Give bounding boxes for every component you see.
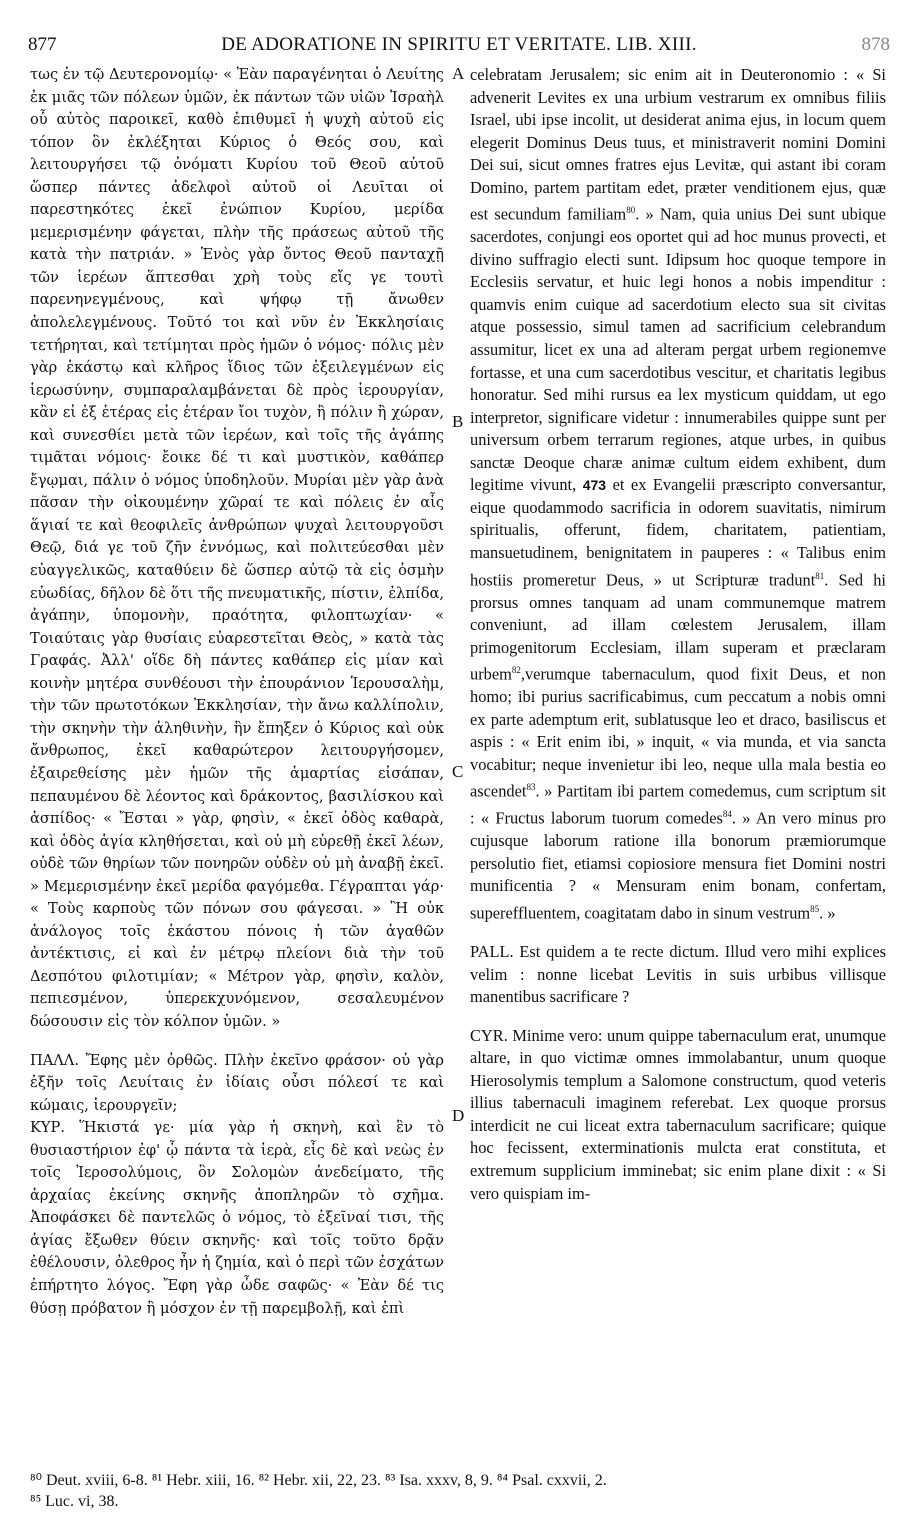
latin-text: . » Partitam ibi partem comedemus, cum scriptum sit : « Fructus laborum tuorum comedes xyxy=(470,781,886,828)
latin-text: et ex Evangelii præscripto conversantur, eique quodammodo sacrificia in odorem suavitatis, nimirum spiritualis, offerunt, fidem, charitatem, patientiam, mansuetudinem, benignitatem in pauperes : « Talibus enim hostiis promeretur Deus, » ut Scripturæ tradunt xyxy=(470,475,886,589)
footnote-line-2: ⁸⁵ Luc. vi, 38. xyxy=(30,1493,119,1510)
greek-paragraph-1: τως ἐν τῷ Δευτερονομίῳ· « Ἐὰν παραγένηται ὁ Λευίτης ἐκ μιᾶς τῶν πόλεων ὑμῶν, ἐκ πάντων τῶν υἱῶν Ἰσραὴλ οὗ αὐτὸς παροικεῖ, καθὸ ἐπιθυμεῖ ἡ ψυχὴ αὐτοῦ εἰς τόπον ὃν ἐκλέξηται Κύριος ὁ Θεός σου, καὶ λειτουργήσει τῷ ὀνόματι Κυρίου τοῦ Θεοῦ αὐτοῦ ὥσπερ πάντες ἀδελφοὶ αὐτοῦ οἱ Λευῖται οἱ παρεστηκότες ἐκεῖ ἐνώπιον Κυρίου, μερίδα μεμερισμένην φάγεται, πλὴν τῆς πράσεως αὐτοῦ τῆς κατὰ τὴν πατριάν. » Ἑνὸς γὰρ ὄντος Θεοῦ πανταχῇ τῶν ἱερέων ἅπτεσθαι χρὴ τοὺς εἴς γε τουτὶ παρενηνεγμένους, καὶ ψήφῳ τῇ ἄνωθεν ἀπολελεγμένους. Τοῦτό τοι καὶ νῦν ἐν Ἐκκλησίαις τετήρηται, καὶ τετίμηται πρὸς ἡμῶν ὁ νόμος· πόλις μὲν γὰρ ἑκάστῳ καὶ κλῆρος ἴδιος τῶν ἐξειλεγμένων εἰς ἱερωσύνην, συμπαραλαμβάνεται δὲ πρὸς ἱερουργίαν, κἂν εἰ ἐξ ἑτέρας εἰς ἑτέραν ἴοι τυχὸν, ἢ πόλιν ἢ χώραν, καὶ συνεσθίει μετὰ τῶν ἱερέων, καὶ τοῖς τῆς ἀγάπης τιμᾶται νόμοις· ἔοικε δέ τι καὶ μυστικὸν, καθάπερ ἔγῳμαι, πάλιν ὁ νόμος ὑποδηλοῦν. Μυρίαι μὲν γὰρ ἀνὰ πᾶσαν τὴν οἰκουμένην χῶραί τε καὶ πόλεις ἐν αἷς ἅγιαί τε καὶ θεοφιλεῖς ἀνθρώπων ψυχαὶ λειτουργοῦσι Θεῷ, διά γε τοῦ ζῆν ἐννόμως, καὶ πολιτεύεσθαι μὲν εὐαγγελικῶς, καταθύειν δὲ ὥσπερ αὐτῷ τὰ εἰς ὀσμὴν εὐωδίας, δῆλον δὲ ὅτι τῆς πνευματικῆς, πίστιν, ἐλπίδα, ἀγάπην, ὑπομονὴν, πραότητα, φιλοπτωχίαν· « Τοιαύταις γὰρ θυσίαις εὐαρεστεῖται Θεὸς, » κατὰ τὰς Γραφάς. Ἀλλ' οἵδε δὴ πάντες καθάπερ εἰς μίαν καὶ κοινὴν μητέρα συνθέουσι τὴν ἐπουράνιον Ἱερουσαλὴμ, τὴν τῶν πρωτοτόκων Ἐκκλησίαν, τὴν ἄνω καλλίπολιν, τὴν σκηνὴν τὴν ἀληθινὴν, ἣν ἔπηξεν ὁ Κύριος καὶ οὐκ ἄνθρωπος, ἐκεῖ καθαρώτερον λειτουργήσομεν, ἐξαιρεθείσης μὲν ἡμῶν τῆς ἁμαρτίας εἰσάπαν, πεπαυμένου δὲ λέοντος καὶ δράκοντος, βασιλίσκου καὶ ἀσπίδος· « Ἔσται » γὰρ, φησὶν, « ἐκεῖ ὁδὸς καθαρὰ, καὶ ὁδὸς ἁγία κληθήσεται, καὶ οὐ μὴ εὑρεθῇ ἐκεῖ λέων, οὐδὲ τῶν θηρίων τῶν πονηρῶν οὐδὲν οὐ μὴ ἀναβῇ ἐκεῖ. » Μεμερισμένην ἐκεῖ μερίδα φαγόμεθα. Γέγραπται γάρ· « Τοὺς καρποὺς τῶν πόνων σου φάγεσαι. » Ἢ οὐκ ἀνάλογος τοῖς ἑκάστου πόνοις ἡ τῶν ἀγαθῶν ἀντέκτισις, εἰ καὶ ἐν μέτρῳ πλείονι διὰ τὴν τοῦ Δεσπότου φιλοτιμίαν; « Μέτρον γὰρ, φησὶν, καλὸν, πεπιεσμένον, ὑπερεκχυνόμενον, σεσαλευμένον δώσουσιν εἰς τὸν κόλπον ὑμῶν. » xyxy=(30,66,444,1030)
greek-column xyxy=(30,64,444,1320)
latin-text: ,verumque tabernaculum, quod fixit Deus, et non homo; ibi purius sacrificabimus, cum peccatum a nobis omni ex parte ademptum erit, sublatusque leo et draco, basiliscus et aspis : « Erit enim ibi, » inquit, « via munda, et via sancta vocabitur; neque invenietur ibi leo, neque ulla mala bestia eo ascendet xyxy=(470,664,886,801)
latin-text: . » xyxy=(819,903,836,923)
section-marker-c: C xyxy=(452,762,464,781)
latin-paragraph-1 xyxy=(470,64,886,925)
latin-paragraph-pallad: PALL. Est quidem a te recte dictum. Illud vero mihi explices velim : nonne licebat Levitis in suis urbibus villisque manentibus sacrificare ? xyxy=(470,942,886,1007)
footnote-ref-81: 81 xyxy=(815,570,825,581)
latin-text: . » Nam, quia unius Dei sunt ubique sacerdotes, conjungi eos oportet qui ad hoc munus provecti, et divino suffragio electi sunt. Idipsum hoc quoque tempore in Ecclesiis servatur, et huic legi honos a nobis impenditur : quamvis enim cuique ad sacerdotium electo sua sit civitas atque possessio, simul tamen ad sacrificium celebrandum assumitur, licet ex una ad alteram pergat urbem regionemve fortasse, et una cum sacerdotibus vescitur, et charitatis legibus honoratur. Sed mihi rursus ea lex mysticum quiddam, ut ego interpretor, significare videtur : innumerabiles quippe sunt per universum orbem terrarum regiones, atque urbes, in quibus sanctæ Deoque charæ animæ cultum eidem exhibent, dum legitime vivunt, xyxy=(470,204,886,495)
latin-paragraph-cyril: CYR. Minime vero: unum quippe tabernaculum erat, unumque altare, in quo victimæ omnes immolabantur, unum quoque Hierosolymis templum a Salomone constructum, quod veteris illius tabernaculi imaginem referebat. Lex quoque prorsus interdicit ne cui liceat extra tabernaculum sacrificare; quique hoc fecissent, exterminationis mulcta erat constituta, et extremum supplicium imminebat; sic enim plane dixit : « Si vero quispiam im- xyxy=(470,1025,886,1203)
latin-text: . » An vero minus pro cujusque laborum ratione illa bonorum præmiorumque persolutio fiet, etiamsi copiosiore mensura fiet Domini nostri munificentia ? « Mensuram enim bonam, confertam, supereffluentem, coagitatam dabo in sinum vestrum xyxy=(470,808,886,923)
greek-paragraph-cyril: ΚΥΡ. Ἥκιστά γε· μία γὰρ ἡ σκηνὴ, καὶ ἓν τὸ θυσιαστήριον ἐφ' ᾧ πάντα τὰ ἱερὰ, εἷς δὲ καὶ νεὼς ἐν τοῖς Ἱεροσολύμοις, ὃν Σολομὼν ἀνεδείματο, τῆς ἀρχαίας ἐκείνης σκηνῆς ἀποπληρῶν τὸ σχῆμα. Ἀποφάσκει δὲ παντελῶς ὁ νόμος, τὸ ἐξεῖναί τισι, τῆς ἁγίας ἔξωθεν θύειν σκηνῆς· καὶ τοῖς τοῦτο δρᾷν ἐθέλουσιν, ὀλεθρος ἦν ἡ ζημία, καὶ ὁ περὶ τῶν ἐσχάτων ἐπήρτητο λόγος. Ἔφη γὰρ ὧδε σαφῶς· « Ἐὰν δέ τις θύσῃ πρόβατον ἢ μόσχον ἐν τῇ παρεμβολῇ, καὶ ἐπὶ xyxy=(30,1119,444,1317)
footnote-line-1: ⁸⁰ Deut. xviii, 6-8. ⁸¹ Hebr. xiii, 16. ⁸² Hebr. xii, 22, 23. ⁸³ Isa. xxxv, 8, 9. ⁸⁴ Psal. cxxvii, 2. xyxy=(30,1472,607,1489)
section-marker-a: A xyxy=(452,64,465,83)
footnotes xyxy=(30,1470,890,1512)
running-header xyxy=(28,34,890,60)
footnote-ref-83: 83 xyxy=(526,782,536,793)
footnote-ref-85: 85 xyxy=(810,904,820,915)
greek-paragraph-pallad: ΠΑΛΛ. Ἔφης μὲν ὀρθῶς. Πλὴν ἐκεῖνο φράσον· οὐ γὰρ ἐξῆν τοῖς Λευίταις ἐν ἰδίαις οὖσι πόλεσί τε καὶ κώμαις, ἱερουργεῖν; xyxy=(30,1051,444,1114)
section-marker-d: D xyxy=(452,1106,465,1125)
running-title: DE ADORATIONE IN SPIRITU ET VERITATE. LIB. XIII. xyxy=(221,34,697,55)
footnote-ref-80: 80 xyxy=(626,205,636,216)
latin-text: . Sed hi prorsus omnes tanquam ad unam communemque matrem conveniunt, ad illam cœlestem Jerusalem, illam primogenitorum Ecclesiam, illam superam et præclaram urbem xyxy=(470,569,886,684)
column-reference: 473 xyxy=(582,477,607,494)
footnote-ref-84: 84 xyxy=(722,809,732,820)
latin-column xyxy=(470,64,886,1205)
section-marker-b: B xyxy=(452,412,464,431)
footnote-ref-82: 82 xyxy=(511,665,521,676)
latin-text: celebratam Jerusalem; sic enim ait in Deuteronomio : « Si advenerit Levites ex una urbium vestrarum ex omnibus filiis Israel, ubi ipse incolit, ut desiderat anima ejus, in locum quem elegerit Dominus Deus tuus, et ministraverit nomini Domini Dei sui, sicut omnes fratres ejus Levitæ, qui astant ibi coram Domino, partem partitam edet, præter venditionem ejus, quæ est secundum familiam xyxy=(470,65,886,224)
page-number: 877 xyxy=(28,34,57,55)
page-number-right: 878 xyxy=(861,34,890,55)
